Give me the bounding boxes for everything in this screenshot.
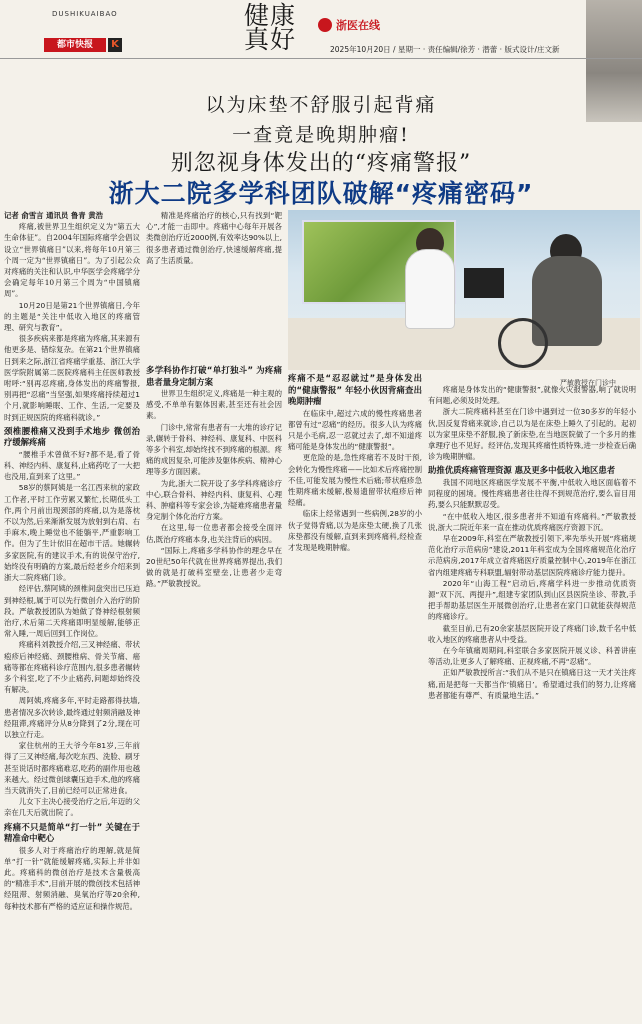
paragraph: 10月20日是第21个世界镇痛日,今年的主题是“关注中低收入地区的疼痛管理、研究与教育”。: [4, 300, 140, 333]
subheading: 助推优质疼痛管理资源 惠及更多中低收入地区患者: [428, 465, 616, 476]
paragraph: 在今年镇痛周期间,科室联合多家医院开展义诊、科普讲座等活动,让更多人了解疼痛、正视疼痛,不再“忍痛”。: [428, 645, 636, 667]
article-column-3: [288, 370, 422, 1020]
partner-name: 浙医在线: [336, 19, 380, 32]
paragraph: 2020年“山海工程”启动后,疼痛学科进一步推动优质资源“双下沉、两提升”,组建专家团队到山区县医院坐诊、带教,手把手帮助基层医生开展微创治疗,让患者在家门口就能获得规范的疼痛诊疗。: [428, 578, 636, 622]
paragraph: 在临床中,超过六成的慢性疼痛患者都曾有过“忍痛”的经历。很多人认为疼痛只是小毛病,忍一忍就过去了,却不知道疼痛可能是身体发出的“健康警报”。: [288, 408, 422, 452]
paragraph: 早在2009年,科室在严敏教授引领下,率先举头开展“疼痛规范化治疗示范病房”建设,2011年科室成为全国疼痛规范化治疗示范病房,2017年成立省疼痛医疗质量控制中心,2019年在浙江省内组建疼痛专科联盟,辐射带动基层医院疼痛诊疗能力提升。: [428, 533, 636, 577]
paragraph: 儿女下主决心接受治疗之后,年迈的父亲在几天后就出院了。: [4, 797, 140, 818]
paragraph: 58岁的蔡阿姨是一名江西来杭的家政工作者,平时工作劳累又繁忙,长期低头工作,两个月前出现颈部的疼痛,以为是落枕不以为然,后来渐渐发展为放射到右肩、右手麻木,晚上睡觉也不能躺平,严重影响工作。但为了生计依旧在超市干活。她辗转多家医院,有的建议手术,有的说保守治疗,始终没有明确的方案,最后经老乡介绍来到浙大二院疼痛门诊。: [4, 483, 140, 583]
section-title: 健康真好: [244, 1, 297, 54]
subheading: 疼痛不只是简单“打一针” 关键在于精准命中靶心: [4, 821, 140, 844]
article-column-2: [146, 362, 282, 1020]
paragraph: 经评估,蔡阿姨的颈椎间盘突出已压迫到神经根,属于可以先行微创介入治疗的阶段。严敏教授团队为她做了脊神经根射频治疗,术后第二天疼痛即明显缓解,能够正常入睡,一周后回到工作岗位。: [4, 584, 140, 639]
kicker-line-1: 以为床垫不舒服引起背痛: [205, 94, 437, 116]
intro-paragraph: 疼痛,被世界卫生组织定义为“第五大生命体征”。自2004年国际疼痛学会倡议设立“世界镇痛日”以来,将每年10月第三个周一定为“世界镇痛日”。为了引起公众对疼痛的关注和认识,中华医学会疼痛学分会确定每年10月第三个周为“中国镇痛周”。: [4, 222, 140, 299]
article-column-4: [428, 384, 636, 1020]
subheading: 颈椎腰椎痛又没到手术地步 微创治疗缓解疼痛: [4, 425, 140, 448]
kicker-line-2: 一查竟是晚期肿瘤!: [232, 124, 410, 146]
paragraph: 为此,浙大二院开设了多学科疼痛诊疗中心,联合骨科、神经内科、康复科、心理科、肿瘤科等专家会诊,为疑难疼痛患者量身定制个体化治疗方案。: [146, 478, 282, 522]
article-column-2-top: [146, 210, 282, 356]
subheading: 多学科协作打破“单打独斗” 为疼痛患者量身定制方案: [146, 365, 282, 387]
paragraph: 门诊中,常常有患者有一大堆的诊疗记录,辗转于骨科、神经科、康复科、中医科等多个科室,却始终找不到疼痛的根源。疼痛的成因复杂,可能涉及躯体疾病、精神心理等多方面因素。: [146, 422, 282, 477]
article-column-1: [4, 210, 140, 1020]
paragraph: “国际上,疼痛多学科协作的理念早在20世纪50年代就在世界疼痛界提出,我们做的就是打破科室壁垒,让患者少走弯路。”严敏教授说。: [146, 545, 282, 589]
byline: 记者 俞雪言 通讯员 鲁青 黄浩: [4, 211, 103, 220]
paragraph: 周阿姨,疼痛多年,平时走路都得扶墙,患者情况多次转诊,最终通过射频消融及神经阻滞,疼痛评分从8分降到了2分,现在可以独立行走。: [4, 696, 140, 739]
paragraph: 我国不同地区疼痛医学发展不平衡,中低收入地区面临着不同程度的困境。慢性疼痛患者往往得不到规范治疗,要么盲目用药,要么只能默默忍受。: [428, 477, 636, 510]
paragraph: 临床上经常遇到一些病例,28岁的小伙子觉得背痛,以为是床垫太硬,换了几张床垫都没有缓解,直到来到疼痛科,经检查才发现是晚期肿瘤。: [288, 509, 422, 552]
partner-logo-icon: [318, 18, 332, 32]
paper-name-badge: 都市快报: [44, 38, 106, 52]
paragraph: 很多疾病来都是疼痛为疼痛,其来源有他更多是、错综复杂。在第21个世界镇痛日到来之际,浙江省疼痛学重基、浙江大学医学院附属第二医院疼痛科主任医师教授咐呼:“别再忍疼痛,身体发出的疼痛警报,别再把“忍痛”当坚强,如果疼痛持续超过1个月,就影响睡眠、工作、生活,一定要及时到正规医院的疼痛科就诊。”: [4, 334, 140, 422]
paragraph: 疼痛是身体发出的“健康警报”,就像火灾报警器,响了就说明有问题,必须及时处理。: [428, 385, 636, 406]
paragraph: 正如严敏教授所言:“我们从不是只在镇痛日这一天才关注疼痛,而是把每一天都当作‘镇痛日’。希望通过我们的努力,让疼痛患者都能有尊严、有质量地生活。”: [428, 668, 636, 700]
paragraph: 截至目前,已有20余家基层医院开设了疼痛门诊,数千名中低收入地区的疼痛患者从中受益。: [428, 623, 636, 644]
kicker-line-3: 别忽视身体发出的“疼痛警报”: [170, 151, 472, 176]
dateline: 2025年10月20日 / 星期一 · 责任编辑/徐芳 · 潜蕾 · 版式设计/庄文新: [330, 45, 560, 54]
monitor: [464, 268, 504, 298]
paragraph: 很多人对于疼痛治疗的理解,就是简单“打一针”就能缓解疼痛,实际上并非如此。疼痛科的微创治疗是技术含量极高的“精准手术”,目前开展的微创技术包括神经阻滞、射频消融、臭氧治疗等20余种,每种技术都有严格的适应证和操作规范。: [4, 845, 140, 911]
paper-name-en: DUSHIKUAIBAO: [52, 10, 118, 18]
paragraph: 精准是疼痛治疗的核心,只有找到“靶心”,才能一击即中。疼痛中心每年开展各类微创治疗近2000例,有效率达90%以上,很多患者通过微创治疗,快速缓解疼痛,提高了生活质量。: [146, 211, 282, 265]
photo-caption: 严敏教授在门诊中: [560, 379, 616, 387]
clinic-photo: [288, 210, 640, 370]
masthead-divider: [0, 58, 642, 59]
paragraph: 更危险的是,急性疼痛若不及时干预,会转化为慢性疼痛——比如术后疼痛控制不佳,可能发展为慢性术后痛;带状疱疹急性期疼痛未缓解,极易遗留带状疱疹后神经痛。: [288, 453, 422, 508]
paragraph: “在中低收入地区,很多患者并不知道有疼痛科。”严敏教授说,浙大二院近年来一直在推动优质疼痛医疗资源下沉。: [428, 511, 636, 532]
paragraph: “腰椎手术曾做不好?都不是,看了骨科、神经内科、康复科,止痛药吃了一大把也没用,直到来了这里。”: [4, 449, 140, 482]
paragraph: 世界卫生组织定义,疼痛是一种主观的感受,不单单有躯体因素,甚至还有社会因素。: [146, 389, 282, 421]
wheelchair-wheel: [498, 318, 548, 368]
main-headline: 浙大二院多学科团队破解“疼痛密码”: [108, 179, 534, 208]
paragraph: 浙大二院疼痛科甚至在门诊中遇到过一位30多岁的年轻小伙,因反复背痛来就诊,自己以为是在床垫上睡久了引起的。起初以为家里床垫不舒服,换了新床垫,在当地医院做了一个多月的推拿理疗也不见好。经评估,发现其疼痛性质特殊,进一步检查后确诊为晚期肿瘤。: [428, 407, 636, 462]
subheading: 疼痛不是“忍忍就过”是身体发出的“健康警报” 年轻小伙因背痛查出晚期肿瘤: [288, 373, 422, 406]
paragraph: 疼痛科刘教授介绍,三叉神经痛、带状疱疹后神经痛、颈腰椎病、骨关节痛、癌痛等都在疼痛科诊疗范围内,很多患者辗转多个科室,吃了不少止痛药,问题却始终没有解决。: [4, 640, 140, 695]
paragraph: 在这里,每一位患者都会接受全面评估,既治疗疼痛本身,也关注背后的病因。: [146, 523, 282, 544]
doctor-figure: [406, 250, 454, 328]
k-logo-icon: K: [108, 38, 122, 52]
paragraph: 家住杭州的王大爷今年81岁,三年前得了三叉神经痛,每次吃东西、洗脸、刷牙甚至说话时都疼痛难忍,吃药的副作用也越来越大。经过微创球囊压迫手术,他的疼痛当天就消失了,目前已经可以正常进食。: [4, 741, 140, 795]
